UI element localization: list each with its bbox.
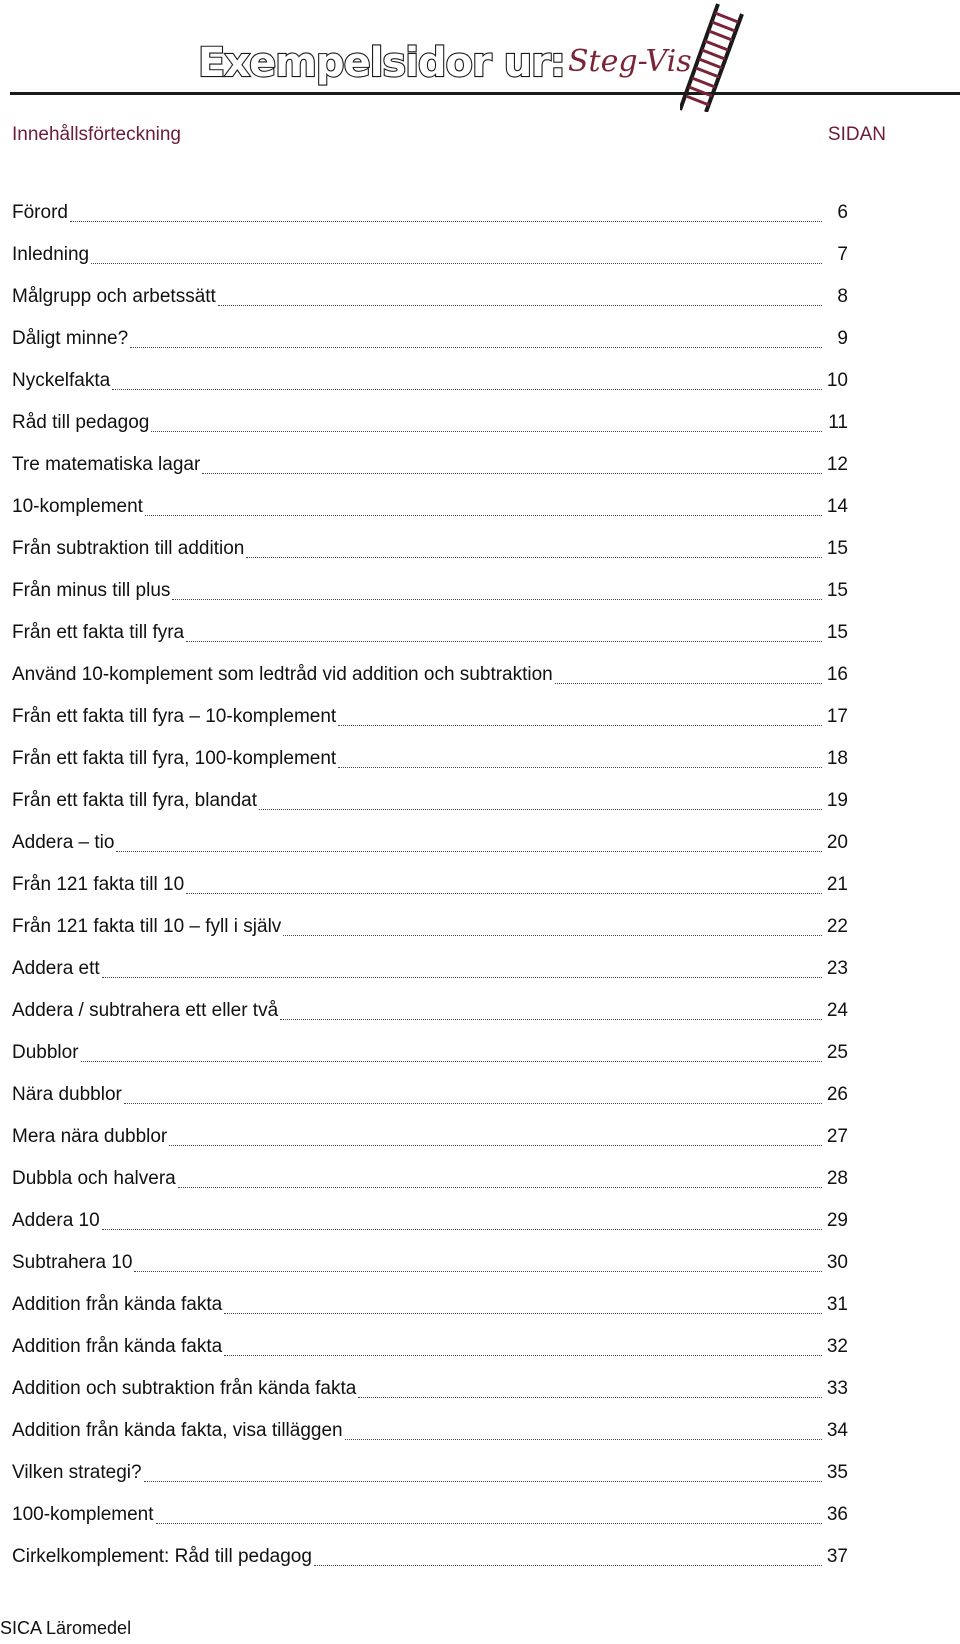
toc-entry-title: 100-komplement <box>12 1504 154 1525</box>
dotted-leader <box>555 683 822 684</box>
toc-entry-title: Addition från kända fakta <box>12 1336 223 1357</box>
page-column-label: SIDAN <box>827 124 886 145</box>
dotted-leader <box>186 641 822 642</box>
toc-list <box>12 183 848 1569</box>
toc-entry-title: Från minus till plus <box>12 580 171 601</box>
toc-entry-title: Subtrahera 10 <box>12 1252 133 1273</box>
toc-entry-title: Förord <box>12 202 68 223</box>
toc-entry[interactable] <box>12 561 848 603</box>
toc-entry[interactable] <box>12 603 848 645</box>
toc-entry[interactable] <box>12 1065 848 1107</box>
toc-entry-page: 35 <box>826 1462 848 1483</box>
toc-entry-title: 10-komplement <box>12 496 143 517</box>
toc-entry[interactable] <box>12 771 848 813</box>
toc-entry-title: Inledning <box>12 244 90 265</box>
toc-entry[interactable] <box>12 1317 848 1359</box>
toc-entry-title: Vilken strategi? <box>12 1462 142 1483</box>
toc-entry[interactable] <box>12 1527 848 1569</box>
toc-entry-page: 15 <box>826 622 848 643</box>
toc-entry-page: 8 <box>837 286 848 307</box>
dotted-leader <box>283 935 822 936</box>
toc-entry[interactable] <box>12 435 848 477</box>
toc-entry-title: Nära dubblor <box>12 1084 122 1105</box>
dotted-leader <box>116 851 822 852</box>
toc-entry-page: 11 <box>828 412 848 433</box>
dotted-leader <box>70 221 822 222</box>
toc-entry-page: 15 <box>826 538 848 559</box>
toc-entry-title: Dubblor <box>12 1042 79 1063</box>
toc-entry-title: Addera / subtrahera ett eller två <box>12 1000 279 1021</box>
dotted-leader <box>338 767 822 768</box>
footer-publisher: SICA Läromedel <box>0 1618 132 1638</box>
dotted-leader <box>91 263 822 264</box>
dotted-leader <box>145 515 822 516</box>
dotted-leader <box>102 1229 822 1230</box>
toc-entry[interactable] <box>12 855 848 897</box>
toc-entry[interactable] <box>12 813 848 855</box>
toc-entry-page: 10 <box>826 370 848 391</box>
toc-entry-title: Addera – tio <box>12 832 115 853</box>
toc-entry[interactable] <box>12 1149 848 1191</box>
toc-entry-page: 28 <box>826 1168 848 1189</box>
toc-entry-title: Dåligt minne? <box>12 328 129 349</box>
dotted-leader <box>224 1355 822 1356</box>
toc-entry-page: 6 <box>837 202 848 223</box>
toc-entry[interactable] <box>12 225 848 267</box>
toc-entry[interactable] <box>12 1401 848 1443</box>
toc-entry-page: 15 <box>826 580 848 601</box>
toc-entry[interactable] <box>12 519 848 561</box>
toc-entry[interactable] <box>12 183 848 225</box>
toc-entry[interactable] <box>12 897 848 939</box>
toc-entry-title: Från ett fakta till fyra <box>12 622 185 643</box>
toc-entry-page: 23 <box>826 958 848 979</box>
toc-entry[interactable] <box>12 729 848 771</box>
toc-entry-title: Från 121 fakta till 10 – fyll i själv <box>12 916 282 937</box>
dotted-leader <box>224 1313 822 1314</box>
dotted-leader <box>130 347 822 348</box>
toc-entry-title: Från ett fakta till fyra, blandat <box>12 790 258 811</box>
toc-entry-page: 20 <box>826 832 848 853</box>
dotted-leader <box>246 557 822 558</box>
toc-entry-title: Målgrupp och arbetssätt <box>12 286 216 307</box>
toc-entry-title: Dubbla och halvera <box>12 1168 176 1189</box>
dotted-leader <box>134 1271 822 1272</box>
dotted-leader <box>259 809 822 810</box>
toc-entry-page: 26 <box>826 1084 848 1105</box>
dotted-leader <box>144 1481 822 1482</box>
ladder-icon <box>680 0 750 112</box>
toc-entry-page: 21 <box>826 874 848 895</box>
toc-entry[interactable] <box>12 1443 848 1485</box>
toc-entry-page: 36 <box>826 1504 848 1525</box>
toc-entry-page: 22 <box>826 916 848 937</box>
toc-entry[interactable] <box>12 1023 848 1065</box>
toc-entry-page: 19 <box>826 790 848 811</box>
dotted-leader <box>280 1019 822 1020</box>
toc-entry-page: 16 <box>826 664 848 685</box>
dotted-leader <box>151 431 822 432</box>
dotted-leader <box>169 1145 822 1146</box>
dotted-leader <box>314 1565 822 1566</box>
toc-entry-page: 25 <box>826 1042 848 1063</box>
toc-entry-page: 18 <box>826 748 848 769</box>
toc-entry-title: Tre matematiska lagar <box>12 454 201 475</box>
toc-entry[interactable] <box>12 1191 848 1233</box>
toc-entry-page: 27 <box>826 1126 848 1147</box>
toc-entry-page: 24 <box>826 1000 848 1021</box>
toc-entry[interactable] <box>12 1275 848 1317</box>
dotted-leader <box>81 1061 822 1062</box>
dotted-leader <box>102 977 822 978</box>
dotted-leader <box>156 1523 822 1524</box>
toc-entry-title: Från ett fakta till fyra, 100-komplement <box>12 748 337 769</box>
toc-entry-title: Addition och subtraktion från kända fakta <box>12 1378 357 1399</box>
dotted-leader <box>358 1397 822 1398</box>
toc-entry[interactable] <box>12 267 848 309</box>
toc-entry-page: 7 <box>837 244 848 265</box>
toc-entry-title: Mera nära dubblor <box>12 1126 168 1147</box>
toc-entry-title: Använd 10-komplement som ledtråd vid addition och subtraktion <box>12 664 553 685</box>
toc-entry-title: Addition från kända fakta <box>12 1294 223 1315</box>
toc-entry[interactable] <box>12 645 848 687</box>
toc-entry[interactable] <box>12 351 848 393</box>
toc-entry-page: 30 <box>826 1252 848 1273</box>
toc-entry-page: 14 <box>826 496 848 517</box>
dotted-leader <box>218 305 822 306</box>
toc-entry-title: Addera 10 <box>12 1210 100 1231</box>
toc-entry-page: 9 <box>837 328 848 349</box>
dotted-leader <box>178 1187 822 1188</box>
toc-entry-title: Från ett fakta till fyra – 10-komplement <box>12 706 337 727</box>
dotted-leader <box>338 725 822 726</box>
banner <box>0 0 960 110</box>
toc-entry-page: 33 <box>826 1378 848 1399</box>
toc-entry[interactable] <box>12 477 848 519</box>
toc-entry-title: Från subtraktion till addition <box>12 538 245 559</box>
banner-divider <box>10 92 960 95</box>
toc-entry-title: Cirkelkomplement: Råd till pedagog <box>12 1546 312 1567</box>
toc-entry-title: Från 121 fakta till 10 <box>12 874 185 895</box>
toc-entry-page: 31 <box>826 1294 848 1315</box>
dotted-leader <box>345 1439 822 1440</box>
toc-entry[interactable] <box>12 687 848 729</box>
toc-heading: Innehållsförteckning <box>12 124 181 145</box>
toc-entry-page: 17 <box>826 706 848 727</box>
toc-entry-page: 12 <box>826 454 848 475</box>
dotted-leader <box>186 893 822 894</box>
toc-entry-page: 37 <box>826 1546 848 1567</box>
toc-entry-page: 32 <box>826 1336 848 1357</box>
toc-entry[interactable] <box>12 981 848 1023</box>
toc-entry-page: 29 <box>826 1210 848 1231</box>
toc-entry[interactable] <box>12 1107 848 1149</box>
dotted-leader <box>172 599 822 600</box>
toc-entry[interactable] <box>12 1359 848 1401</box>
toc-entry[interactable] <box>12 1485 848 1527</box>
toc-entry-title: Addera ett <box>12 958 100 979</box>
banner-title: Exempelsidor ur: <box>198 40 565 86</box>
toc-header <box>12 124 886 154</box>
toc-entry-title: Råd till pedagog <box>12 412 150 433</box>
toc-entry-page: 34 <box>826 1420 848 1441</box>
toc-entry[interactable] <box>12 309 848 351</box>
toc-entry[interactable] <box>12 393 848 435</box>
dotted-leader <box>112 389 822 390</box>
toc-entry[interactable] <box>12 1233 848 1275</box>
toc-entry[interactable] <box>12 939 848 981</box>
toc-entry-title: Addition från kända fakta, visa tilläggen <box>12 1420 343 1441</box>
dotted-leader <box>124 1103 822 1104</box>
toc-entry-title: Nyckelfakta <box>12 370 111 391</box>
brand-logo-text: Steg-Vis <box>568 44 692 79</box>
dotted-leader <box>202 473 822 474</box>
